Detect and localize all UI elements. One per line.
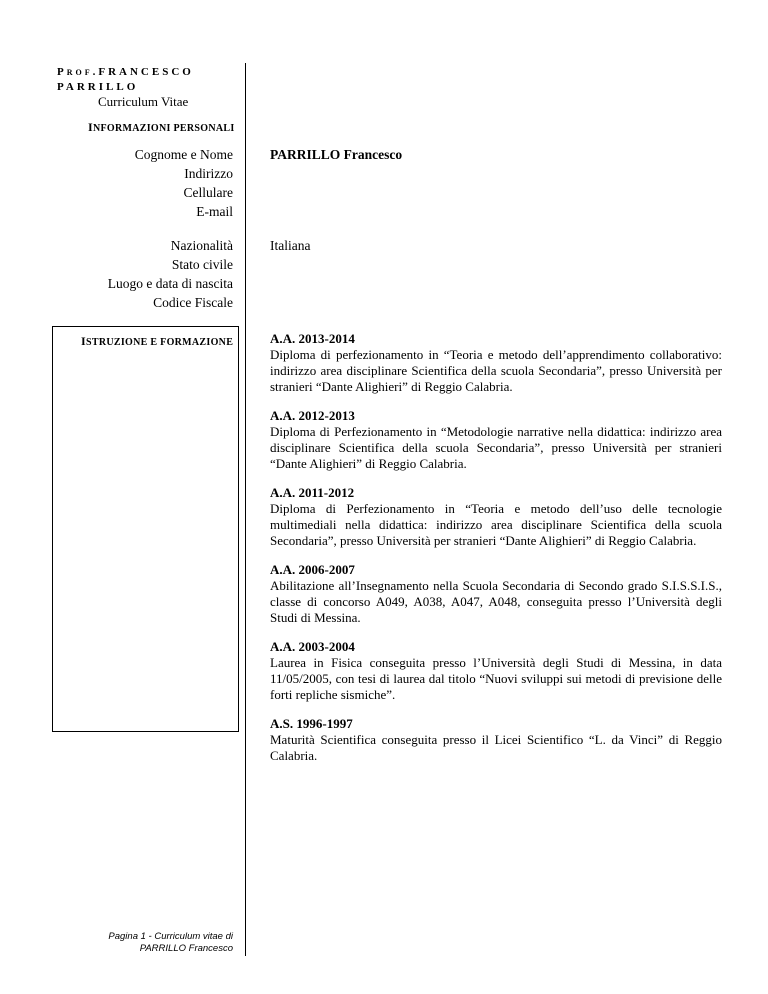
label-indirizzo: Indirizzo	[184, 166, 233, 181]
education-year: A.A. 2006-2007	[270, 562, 355, 577]
education-description: Diploma di Perfezionamento in “Metodologie narrative nella didattica: indirizzo area disciplinare Scientifica della scuola Secondaria”, presso Università per stranieri “Dante Alighieri” di Reggio Calabria.	[270, 424, 722, 471]
label-stato-civile: Stato civile	[171, 257, 233, 272]
label-cognome-nome: Cognome e Nome	[134, 147, 233, 162]
first-name: .FRANCESCO	[92, 66, 194, 78]
personal-info-title	[88, 120, 235, 135]
personal-labels-group-2	[108, 236, 233, 312]
cv-subtitle: Curriculum Vitae	[98, 94, 189, 109]
education-year: A.A. 2013-2014	[270, 331, 355, 346]
education-title-initial: I	[81, 334, 86, 348]
label-codice-fiscale: Codice Fiscale	[153, 295, 233, 310]
education-list	[270, 331, 722, 777]
vertical-divider	[245, 63, 246, 956]
page-footer	[108, 931, 233, 955]
footer-line-2: PARRILLO Francesco	[139, 943, 233, 954]
education-description: Abilitazione all’Insegnamento nella Scuola Secondaria di Secondo grado S.I.S.S.I.S., classe di concorso A049, A038, A047, A048, conseguita presso l’Università degli Studi di Messina.	[270, 578, 722, 625]
name-line-1	[57, 65, 247, 80]
personal-labels-group-1	[135, 145, 233, 221]
education-year: A.A. 2012-2013	[270, 408, 355, 423]
education-title	[81, 334, 233, 349]
education-year: A.A. 2011-2012	[270, 485, 355, 500]
education-year: A.A. 2003-2004	[270, 639, 355, 654]
education-description: Diploma di Perfezionamento in “Teoria e metodo dell’uso delle tecnologie multimediali nella didattica: indirizzo area disciplinare Scientifica della scuola Secondaria”, presso Università per stranieri “Dante Alighieri” di Reggio Calabria.	[270, 501, 722, 548]
value-cognome-nome: PARRILLO Francesco	[270, 147, 403, 162]
label-email: E-mail	[196, 204, 233, 219]
personal-values-group-2	[270, 236, 310, 255]
education-item	[270, 485, 722, 549]
cv-header	[57, 65, 247, 109]
last-name: PARRILLO	[57, 81, 139, 93]
education-description: Diploma di perfezionamento in “Teoria e metodo dell’apprendimento collaborativo: indirizzo area disciplinare Scientifica della scuola Secondaria”, presso Università per stranieri “Dante Alighieri” di Reggio Calabria.	[270, 347, 722, 394]
label-cellulare: Cellulare	[183, 185, 233, 200]
label-luogo-data-nascita: Luogo e data di nascita	[107, 276, 233, 291]
education-item	[270, 639, 722, 703]
education-sidebar-box	[52, 326, 239, 732]
education-description: Laurea in Fisica conseguita presso l’Università degli Studi di Messina, in data 11/05/2005, con tesi di laurea dal titolo “Nuovi sviluppi sui metodi di previsione delle forti repliche sismiche”.	[270, 655, 722, 702]
name-prefix-big: P	[57, 66, 67, 78]
education-item	[270, 408, 722, 472]
personal-values-group-1	[270, 145, 402, 164]
name-prefix-small: ROF	[66, 68, 93, 77]
value-nazionalita: Italiana	[270, 238, 311, 253]
education-year: A.S. 1996-1997	[270, 716, 353, 731]
education-item	[270, 716, 722, 764]
education-description: Maturità Scientifica conseguita presso il Licei Scientifico “L. da Vinci” di Reggio Calabria.	[270, 732, 722, 763]
education-item	[270, 562, 722, 626]
label-nazionalita: Nazionalità	[170, 238, 233, 253]
footer-line-1: Pagina 1 - Curriculum vitae di	[108, 931, 233, 942]
education-item	[270, 331, 722, 395]
education-title-rest: STRUZIONE E FORMAZIONE	[85, 337, 234, 348]
personal-title-rest: NFORMAZIONI PERSONALI	[92, 123, 235, 134]
personal-title-initial: I	[88, 120, 93, 134]
